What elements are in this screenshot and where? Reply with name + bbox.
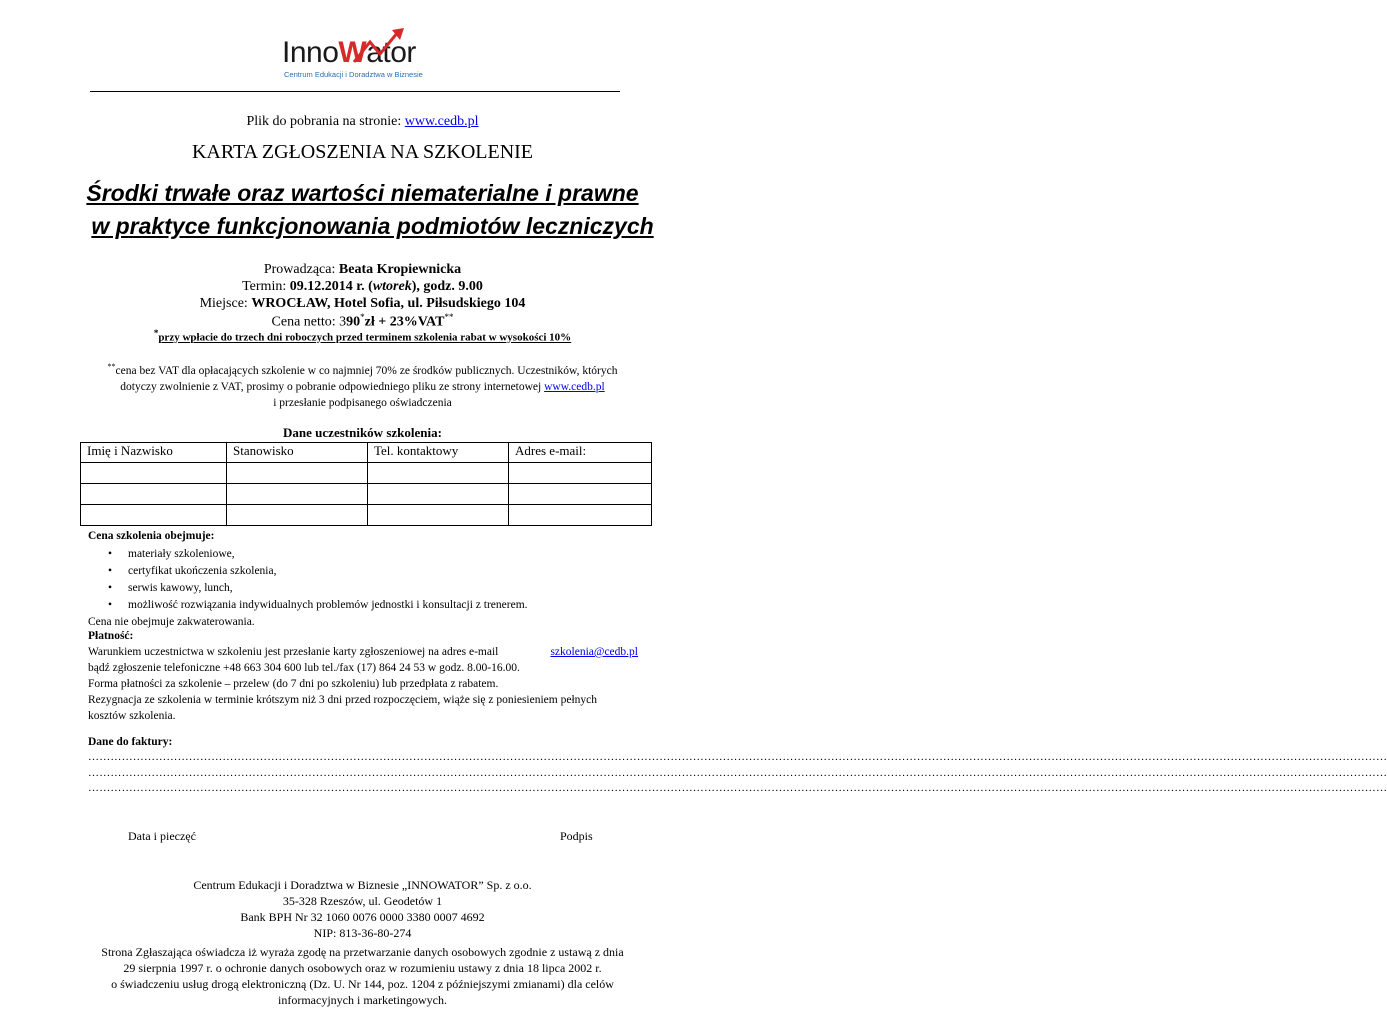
- phone-cell[interactable]: [368, 505, 509, 526]
- table-header-row: [81, 443, 652, 463]
- includes-heading: Cena szkolenia obejmuje:: [88, 530, 215, 542]
- column-header: Adres e-mail:: [509, 443, 652, 463]
- course-title-line1: Środki trwałe oraz wartości niematerialne i prawne: [86, 180, 639, 206]
- arrow-logo-icon: [350, 28, 410, 68]
- column-header: Imię i Nazwisko: [81, 443, 227, 463]
- position-cell[interactable]: [227, 463, 368, 484]
- phone-cell[interactable]: [368, 484, 509, 505]
- column-header: Stanowisko: [227, 443, 368, 463]
- term-line: Termin: 09.12.2014 r. (wtorek), godz. 9.00: [242, 279, 483, 294]
- list-item: • certyfikat ukończenia szkolenia,: [108, 565, 277, 577]
- payment-section: Płatność: Warunkiem uczestnictwa w szkoleniu jest przesłanie karty zgłoszeniowej na adres e-mail szkolenia@cedb.pl bądź zgłoszenie telefoniczne +48 663 304 600 lub tel./fax (17) 864 24 53 w godz. 8.00-16.00. Forma płatności za szkolenie – przelew (do 7 dni po szkoleniu) lub przedpłata z rabatem. Rezygnacja ze szkolenia w terminie krótszym niż 3 dni przed rozpoczęciem, wiąże się z poniesieniem pełnych kosztów szkolenia.: [88, 630, 638, 722]
- invoice-line-3[interactable]: ……………………………………………………………………………………………………………………………………………………………………………………………………………………………………………………………………………………………………………………: [88, 782, 1387, 794]
- discount-note: *przy wpłacie do trzech dni roboczych przed terminem szkolenia rabat w wysokości 10%: [153, 328, 572, 344]
- course-title-line2: w praktyce funkcjonowania podmiotów leczniczych: [91, 213, 654, 239]
- list-item: • serwis kawowy, lunch,: [108, 582, 233, 594]
- invoice-line-1[interactable]: ……………………………………………………………………………………………………………………………………………………………………………………………………………………………………………………………………………………………………………………: [88, 751, 1387, 763]
- phone-cell[interactable]: [368, 463, 509, 484]
- list-item: • możliwość rozwiązania indywidualnych problemów jednostki i konsultacji z trenerem.: [108, 599, 528, 611]
- participants-table: [80, 442, 652, 526]
- includes-note: Cena nie obejmuje zakwaterowania.: [88, 616, 255, 628]
- participants-heading: Dane uczestników szkolenia:: [283, 425, 442, 440]
- signature-label: Podpis: [560, 829, 593, 843]
- name-cell[interactable]: [81, 505, 227, 526]
- download-link[interactable]: www.cedb.pl: [404, 114, 479, 129]
- payment-heading: Płatność:: [88, 630, 134, 642]
- download-line: Plik do pobrania na stronie: www.cedb.pl: [246, 114, 479, 129]
- name-cell[interactable]: [81, 484, 227, 505]
- company-footer: Centrum Edukacji i Doradztwa w Biznesie „INNOWATOR” Sp. z o.o. 35-328 Rzeszów, ul. Geodetów 1 Bank BPH Nr 32 1060 0076 0000 3380 0007 4692 NIP: 813-36-80-274: [193, 878, 532, 940]
- form-title: KARTA ZGŁOSZENIA NA SZKOLENIE: [191, 141, 534, 163]
- invoice-line-2[interactable]: ……………………………………………………………………………………………………………………………………………………………………………………………………………………………………………………………………………………………………………………: [88, 767, 1387, 779]
- list-item: • materiały szkoleniowe,: [108, 548, 235, 560]
- invoice-heading: Dane do faktury:: [88, 736, 173, 748]
- company-logo: [272, 28, 462, 88]
- email-cell[interactable]: [509, 484, 652, 505]
- header-divider: [90, 91, 620, 92]
- vat-note: **cena bez VAT dla opłacających szkolenie w co najmniej 70% ze środków publicznych. Uczestników, których dotyczy zwolnienie z VAT, prosimy o pobranie odpowiedniego pliku ze strony internetowej www.cedb.pl i przesłanie podpisanego oświadczenia: [107, 362, 618, 409]
- consent-statement: Strona Zgłaszająca oświadcza iż wyraża zgodę na przetwarzanie danych osobowych zgodnie z ustawą z dnia 29 sierpnia 1997 r. o ochronie danych osobowych oraz w rozumieniu ustawy z dnia 18 lipca 2002 r. o świadczeniu usług drogą elektroniczną (Dz. U. Nr 144, poz. 1204 z późniejszymi zmianami) dla celów informacyjnych i marketingowych.: [101, 945, 624, 1007]
- table-row: [81, 484, 652, 505]
- instructor-line: Prowadząca: Beata Kropiewnicka: [263, 262, 462, 277]
- table-row: [81, 505, 652, 526]
- vat-link[interactable]: www.cedb.pl: [544, 380, 605, 393]
- includes-list: [88, 546, 638, 614]
- table-row: [81, 463, 652, 484]
- email-link[interactable]: szkolenia@cedb.pl: [550, 646, 638, 658]
- includes-section: [88, 528, 638, 630]
- logo-subtitle: Centrum Edukacji i Doradztwa w Biznesie: [284, 70, 423, 79]
- column-header: Tel. kontaktowy: [368, 443, 509, 463]
- email-cell[interactable]: [509, 505, 652, 526]
- position-cell[interactable]: [227, 505, 368, 526]
- place-line: Miejsce: WROCŁAW, Hotel Sofia, ul. Piłsudskiego 104: [199, 296, 526, 311]
- email-cell[interactable]: [509, 463, 652, 484]
- date-stamp-label: Data i pieczęć: [128, 829, 196, 843]
- name-cell[interactable]: [81, 463, 227, 484]
- position-cell[interactable]: [227, 484, 368, 505]
- logo-wordmark: InnoWator: [282, 36, 416, 69]
- price-line: Cena netto: 390*zł + 23%VAT**: [271, 312, 454, 330]
